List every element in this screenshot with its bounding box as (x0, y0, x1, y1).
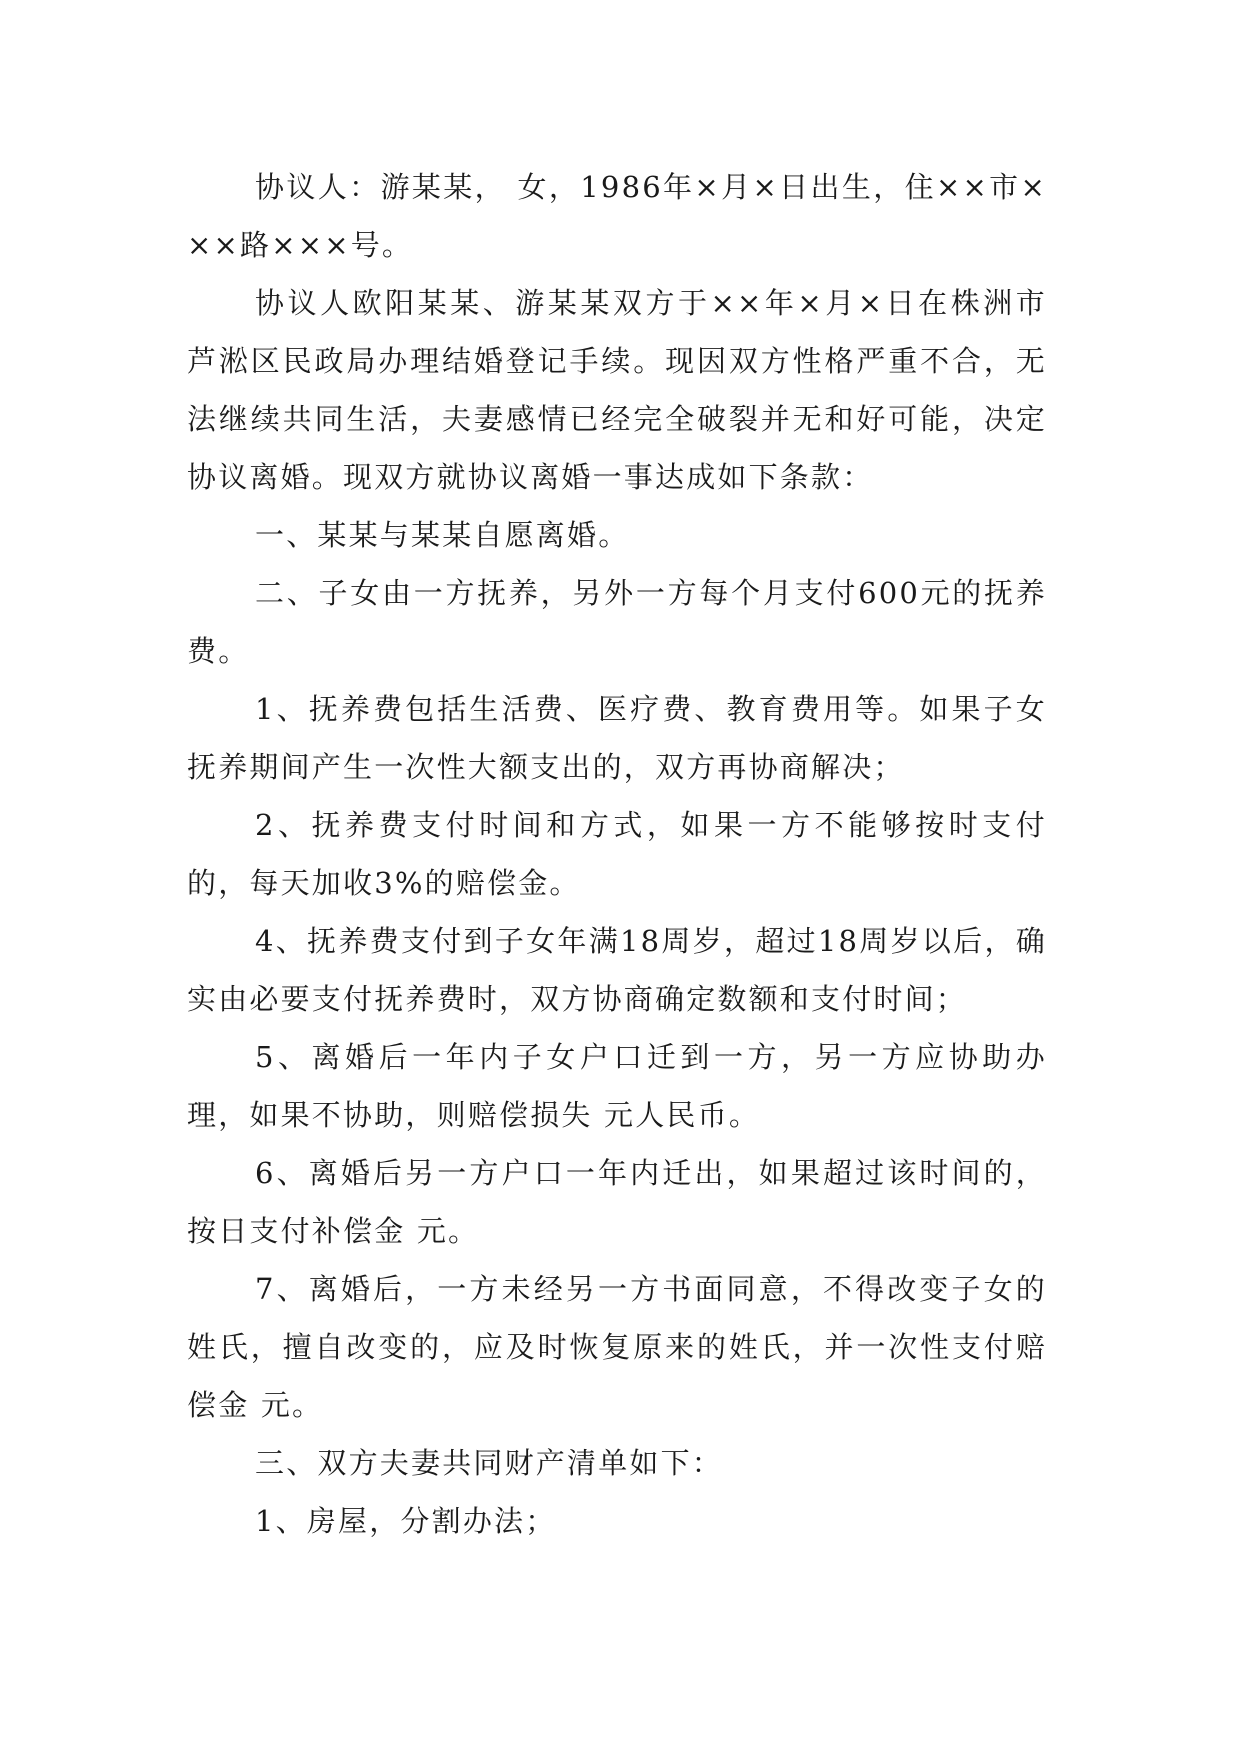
paragraph-clause-2-item-5: 5、离婚后一年内子女户口迁到一方，另一方应协助办理，如果不协助，则赔偿损失 元人民币。 (187, 1040, 1047, 1132)
paragraph-clause-2-item-4: 4、抚养费支付到子女年满18周岁，超过18周岁以后，确实由必要支付抚养费时，双方协商确定数额和支付时间； (187, 924, 1047, 1016)
paragraph-clause-1: 一、某某与某某自愿离婚。 (255, 518, 630, 552)
paragraph-clause-2-item-1: 1、抚养费包括生活费、医疗费、教育费用等。如果子女抚养期间产生一次性大额支出的，双方再协商解决； (187, 692, 1047, 784)
paragraph-marriage-background: 协议人欧阳某某、游某某双方于××年×月×日在株洲市芦淞区民政局办理结婚登记手续。现因双方性格严重不合，无法继续共同生活，夫妻感情已经完全破裂并无和好可能，决定协议离婚。现双方就协议离婚一事达成如下条款： (187, 286, 1047, 494)
paragraph-clause-3: 三、双方夫妻共同财产清单如下： (255, 1446, 724, 1480)
paragraph-clause-2-item-6: 6、离婚后另一方户口一年内迁出，如果超过该时间的，按日支付补偿金 元。 (187, 1156, 1047, 1248)
paragraph-clause-3-item-1: 1、房屋，分割办法； (255, 1504, 557, 1538)
paragraph-party-info: 协议人：游某某， 女，1986年×月×日出生，住××市×××路×××号。 (187, 170, 1047, 262)
paragraph-clause-2: 二、子女由一方抚养，另外一方每个月支付600元的抚养费。 (187, 576, 1047, 668)
document-body (187, 158, 1047, 1550)
paragraph-clause-2-item-7: 7、离婚后，一方未经另一方书面同意，不得改变子女的姓氏，擅自改变的，应及时恢复原来的姓氏，并一次性支付赔偿金 元。 (187, 1272, 1047, 1422)
paragraph-clause-2-item-2: 2、抚养费支付时间和方式，如果一方不能够按时支付的，每天加收3%的赔偿金。 (187, 808, 1047, 900)
